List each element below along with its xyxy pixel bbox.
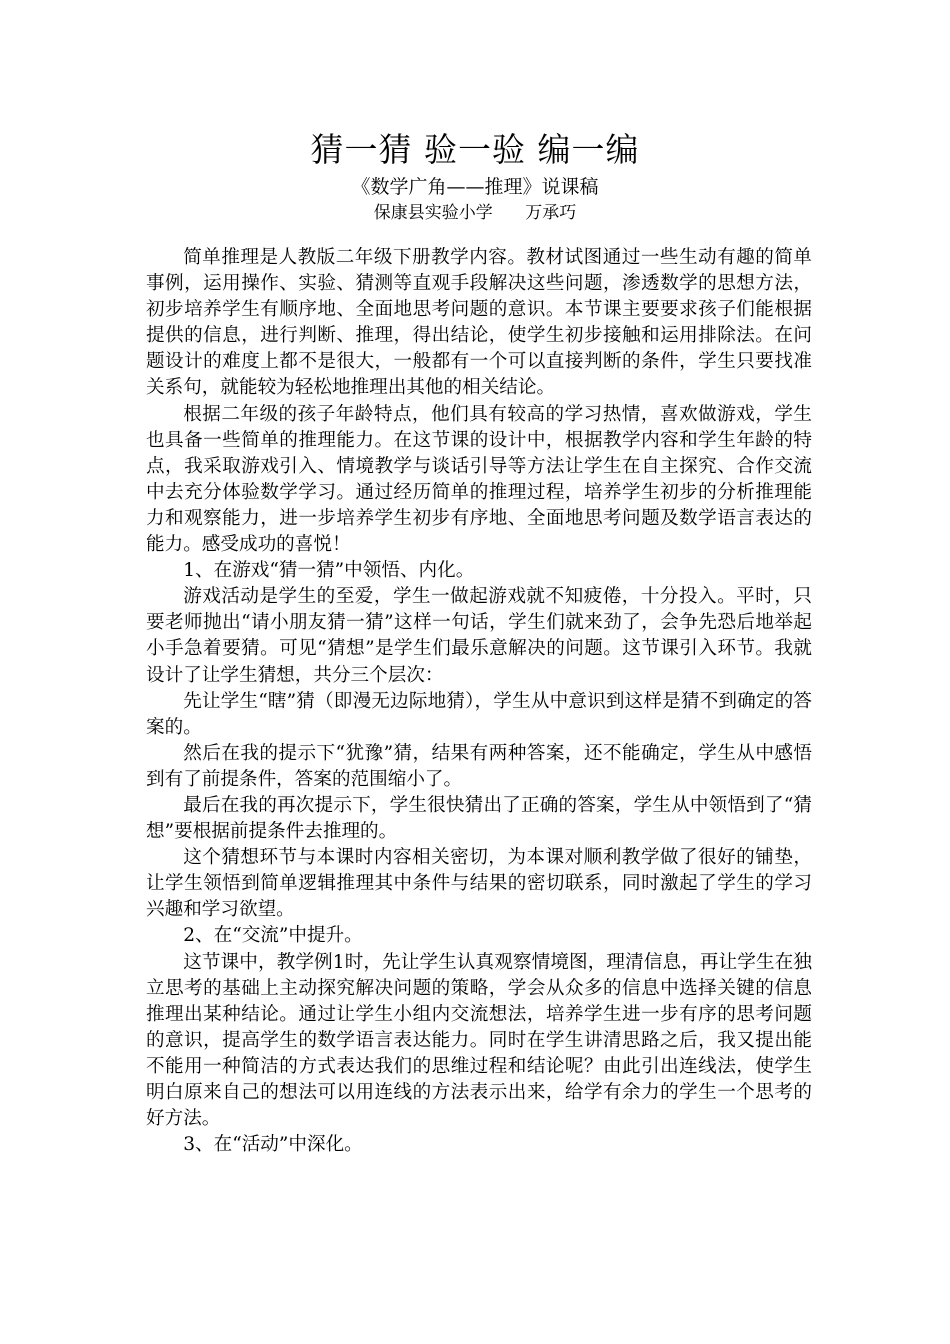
document-subtitle: 《数学广角——推理》说课稿 [351,176,599,198]
document-body [146,245,812,1158]
paragraph: 然后在我的提示下“犹豫”猜，结果有两种答案，还不能确定，学生从中感悟到有了前提条件，答案的范围缩小了。 [146,742,812,790]
section-heading: 2、在“交流”中提升。 [183,925,363,947]
paragraph: 根据二年级的孩子年龄特点，他们具有较高的学习热情，喜欢做游戏，学生也具备一些简单的推理能力。在这节课的设计中，根据教学内容和学生年龄的特点，我采取游戏引入、情境教学与谈话引导等方法让学生在自主探究、合作交流中去充分体验数学学习。通过经历简单的推理过程，培养学生初步的分析推理能力和观察能力，进一步培养学生初步有序地、全面地思考问题及数学语言表达的能力。感受成功的喜悦！ [146,403,812,556]
paragraph: 游戏活动是学生的至爱，学生一做起游戏就不知疲倦，十分投入。平时，只要老师抛出“请小朋友猜一猜”这样一句话，学生们就来劲了，会争先恐后地举起小手急着要猜。可见“猜想”是学生们最乐意解决的问题。这节课引入环节。我就设计了让学生猜想，共分三个层次： [146,586,812,686]
author-line: 保康县实验小学 万承巧 [373,203,577,223]
paragraph: 最后在我的再次提示下，学生很快猜出了正确的答案，学生从中领悟到了“猜想”要根据前提条件去推理的。 [146,794,812,843]
paragraph: 这个猜想环节与本课时内容相关密切，为本课对顺利教学做了很好的铺垫，让学生领悟到简单逻辑推理其中条件与结果的密切联系，同时激起了学生的学习兴趣和学习欲望。 [146,847,812,921]
paragraph: 简单推理是人教版二年级下册教学内容。教材试图通过一些生动有趣的简单事例，运用操作、实验、猜测等直观手段解决这些问题，渗透数学的思想方法，初步培养学生有顺序地、全面地思考问题的意识。本节课主要要求孩子们能根据提供的信息，进行判断、推理，得出结论，使学生初步接触和运用排除法。在问题设计的难度上都不是很大，一般都有一个可以直接判断的条件，学生只要找准关系句，就能较为轻松地推理出其他的相关结论。 [146,247,812,399]
paragraph: 这节课中，教学例1时，先让学生认真观察情境图，理清信息，再让学生在独立思考的基础上主动探究解决问题的策略，学会从众多的信息中选择关键的信息推理出某种结论。通过让学生小组内交流想法，培养学生进一步有序的思考问题的意识，提高学生的数学语言表达能力。同时在学生讲清思路之后，我又提出能不能用一种简洁的方式表达我们的思维过程和结论呢？由此引出连线法，使学生明白原来自己的想法可以用连线的方法表示出来，给学有余力的学生一个思考的好方法。 [146,951,812,1130]
section-heading: 3、在“活动”中深化。 [183,1134,363,1156]
document-title: 猜一猜 验一验 编一编 [310,130,640,169]
paragraph: 先让学生“瞎”猜（即漫无边际地猜），学生从中意识到这样是猜不到确定的答案的。 [146,690,812,738]
section-heading: 1、在游戏“猜一猜”中领悟、内化。 [183,560,475,582]
